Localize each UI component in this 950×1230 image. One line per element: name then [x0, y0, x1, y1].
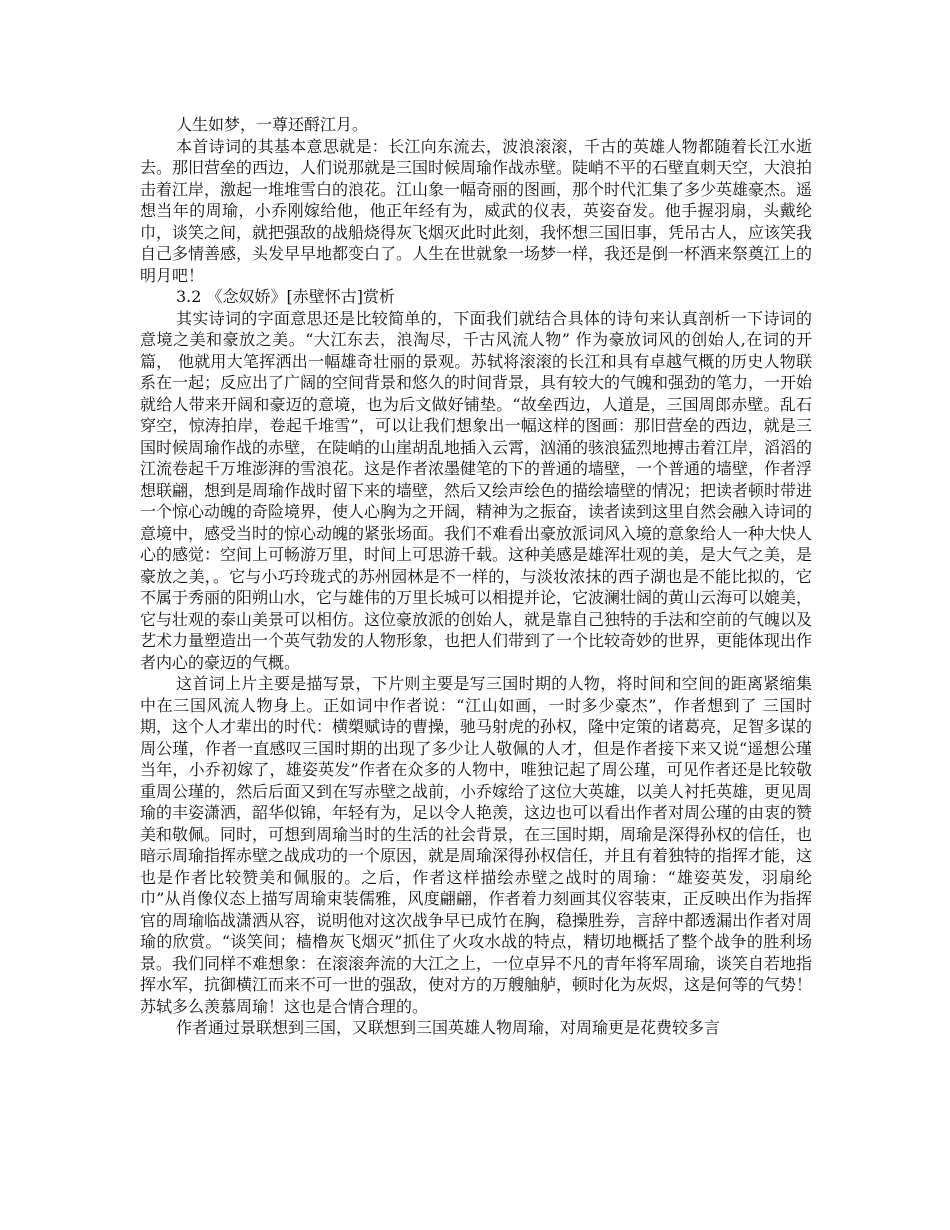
analysis-paragraph-2: 这首词上片主要是描写景，下片则主要是写三国时期的人物，将时间和空间的距离紧缩集中在三国风流人物身上。正如词中作者说：“江山如画，一时多少豪杰”，作者想到了 三国时期，这个人才辈出的时代：横槊赋诗的曹操，驰马射虎的孙权，隆中定策的诸葛亮，足智多谋的周公瑾，作者一直感叹三国时期的出现了多少让人敬佩的人才，但是作者接下来又说“遥想公瑾当年，小乔初嫁了，雄姿英发”作者在众多的人物中，唯独记起了周公瑾，可见作者还是比较敬重周公瑾的，然后后面又到在写赤壁之战前，小乔嫁给了这位大英雄，以美人衬托英雄，更见周瑜的丰姿潇洒，韶华似锦，年轻有为，足以令人艳羡，这边也可以看出作者对周公瑾的由衷的赞美和敬佩。同时，可想到周瑜当时的生活的社会背景，在三国时期，周瑜是深得孙权的信任，也暗示周瑜指挥赤壁之战成功的一个原因，就是周瑜深得孙权信任，并且有着独特的指挥才能，这也是作者比较赞美和佩服的。之后，作者这样描绘赤壁之战时的周瑜：“雄姿英发，羽扇纶巾”从肖像仪态上描写周瑜束装儒雅，风度翩翩，作者着力刻画其仪容装束，正反映出作为指挥官的周瑜临战潇洒从容，说明他对这次战争早已成竹在胸，稳操胜券，言辞中都透漏出作者对周瑜的欣赏。“谈笑间；樯橹灰飞烟灭”抓住了火攻水战的特点，精切地概括了整个战争的胜利场景。我们同样不难想象：在滚滚奔流的大江之上，一位卓异不凡的青年将军周瑜，谈笑自若地指挥水军，抗御横江而来不可一世的强敌，使对方的万艘舳舻，顿时化为灰烬，这是何等的气势！苏轼多么羡慕周瑜！这也是合情合理的。 — [140, 674, 813, 1016]
analysis-paragraph-1: 其实诗词的字面意思还是比较简单的，下面我们就结合具体的诗句来认真剖析一下诗词的意境之美和豪放之美。“大江东去，浪淘尽，千古风流人物” 作为豪放词风的创始人,在词的开篇， 他就用大笔挥洒出一幅雄奇壮丽的景观。苏轼将滚滚的长江和具有卓越气概的历史人物联系在一起；反应出了广阔的空间背景和悠久的时间背景，具有较大的气魄和强劲的笔力，一开始就给人带来开阔和豪迈的意境，也为后文做好铺垫。“故垒西边，人道是，三国周郎赤壁。乱石穿空，惊涛拍岸，卷起千堆雪”，可以让我们想象出一幅这样的图画：那旧营垒的西边，就是三国时候周瑜作战的赤壁，在陡峭的山崖胡乱地插入云霄，汹涌的骇浪猛烈地搏击着江岸，滔滔的江流卷起千万堆澎湃的雪浪花。这是作者浓墨健笔的下的普通的墙壁，一个普通的墙壁，作者浮想联翩，想到是周瑜作战时留下来的墙壁，然后又绘声绘色的描绘墙壁的情况；把读者顿时带进一个惊心动魄的奇险境界，使人心胸为之开阔，精神为之振奋，读者读到这里自然会融入诗词的意境中，感受当时的惊心动魄的紧张场面。我们不难看出豪放派词风入境的意象给人一种大快人心的感觉：空间上可畅游万里，时间上可思游千载。这种美感是雄浑壮观的美，是大气之美，是豪放之美，。它与小巧玲珑式的苏州园林是不一样的，与淡妆浓抹的西子湖也是不能比拟的，它不属于秀丽的阳朔山水，它与雄伟的万里长城可以相提并论，它波澜壮阔的黄山云海可以媲美，它与壮观的泰山美景可以相仿。这位豪放派的创始人，就是靠自己独特的手法和空前的气魄以及艺术力量塑造出一个英气勃发的人物形象，也把人们带到了一个比较奇妙的世界，更能体现出作者内心的豪迈的气概。 — [140, 308, 813, 672]
section-heading: 3.2 《念奴娇》[赤壁怀古]赏析 — [176, 287, 396, 306]
poem-closing-line: 人生如梦，一尊还酹江月。 — [176, 115, 369, 134]
document-page — [140, 114, 812, 1039]
analysis-paragraph-3: 作者通过景联想到三国，又联想到三国英雄人物周瑜，对周瑜更是花费较多言 — [176, 1018, 721, 1037]
translation-paragraph: 本首诗词的其基本意思就是：长江向东流去，波浪滚滚，千古的英雄人物都随着长江水逝去。那旧营垒的西边，人们说那就是三国时候周瑜作战赤壁。陡峭不平的石壁直刺天空，大浪拍击着江岸，激起一堆堆雪白的浪花。江山象一幅奇丽的图画，那个时代汇集了多少英雄豪杰。遥想当年的周瑜，小乔刚嫁给他，他正年经有为，威武的仪表，英姿奋发。他手握羽扇，头戴纶巾，谈笑之间，就把强敌的战船烧得灰飞烟灭此时此刻，我怀想三国旧事，凭吊古人，应该笑我自己多情善感，头发早早地都变白了。人生在世就象一场梦一样，我还是倒一杯酒来祭奠江上的明月吧！ — [140, 136, 813, 285]
